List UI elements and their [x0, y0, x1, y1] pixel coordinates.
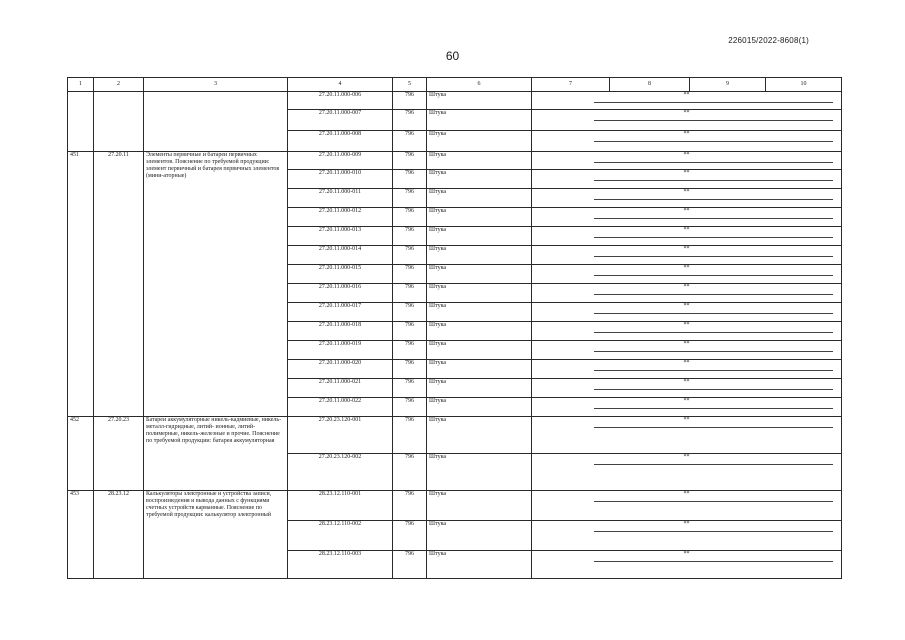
unit-code: 796: [393, 303, 427, 322]
row-number: 451: [68, 152, 94, 417]
mark-text: **: [683, 189, 690, 195]
table-row: [68, 417, 842, 454]
column-header: 6: [427, 78, 532, 92]
ktru-code: 27.20.11.000-009: [288, 152, 393, 170]
unit-code: 796: [393, 246, 427, 265]
unit-name: Штука: [427, 341, 532, 360]
ktru-code: 28.23.12.110-002: [288, 521, 393, 551]
column-header: 3: [144, 78, 288, 92]
product-name: Батареи аккумуляторные никель-кадмиевые, никель- металл-гидридные, литий- ионные, литий-полимерные, никель-железные и прочие. Пояснение по требуемой продукции: батарея аккумуляторная: [144, 417, 288, 491]
underline-divider: [594, 294, 833, 295]
mark-text: **: [683, 110, 690, 116]
column-header: 9: [690, 78, 766, 92]
ktru-code: 27.20.11.000-010: [288, 170, 393, 189]
characteristics-mark: [532, 341, 842, 360]
unit-name: Штука: [427, 379, 532, 398]
ktru-code: 27.20.11.000-021: [288, 379, 393, 398]
mark-text: **: [683, 265, 690, 271]
unit-code: 796: [393, 208, 427, 227]
ktru-code: 27.20.11.000-011: [288, 189, 393, 208]
unit-name: Штука: [427, 284, 532, 303]
underline-divider: [594, 199, 833, 200]
mark-text: **: [683, 208, 690, 214]
underline-divider: [594, 332, 833, 333]
ktru-code: 27.20.11.000-016: [288, 284, 393, 303]
ktru-code: 27.20.11.000-019: [288, 341, 393, 360]
table-row: [68, 152, 842, 170]
characteristics-mark: [532, 227, 842, 246]
unit-name: Штука: [427, 551, 532, 579]
mark-text: **: [683, 227, 690, 233]
ktru-code: 27.20.11.000-014: [288, 246, 393, 265]
unit-name: Штука: [427, 131, 532, 152]
unit-code: 796: [393, 417, 427, 454]
column-header: 1: [68, 78, 94, 92]
unit-name: Штука: [427, 265, 532, 284]
characteristics-mark: [532, 189, 842, 208]
mark-text: **: [683, 303, 690, 309]
mark-text: **: [683, 131, 690, 137]
column-header: 5: [393, 78, 427, 92]
characteristics-mark: [532, 379, 842, 398]
unit-name: Штука: [427, 208, 532, 227]
unit-code: 796: [393, 189, 427, 208]
ktru-code: 28.23.12.110-001: [288, 491, 393, 521]
unit-code: 796: [393, 491, 427, 521]
mark-text: **: [683, 152, 690, 158]
ktru-code: 27.20.11.000-013: [288, 227, 393, 246]
unit-code: 796: [393, 131, 427, 152]
row-number: 452: [68, 417, 94, 491]
characteristics-mark: [532, 551, 842, 579]
unit-name: Штука: [427, 189, 532, 208]
unit-name: Штука: [427, 322, 532, 341]
page-number: 60: [445, 49, 460, 63]
underline-divider: [594, 408, 833, 409]
unit-name: Штука: [427, 303, 532, 322]
characteristics-mark: [532, 110, 842, 131]
characteristics-mark: [532, 284, 842, 303]
row-number: [68, 92, 94, 152]
unit-name: Штука: [427, 417, 532, 454]
unit-name: Штука: [427, 360, 532, 379]
characteristics-mark: [532, 417, 842, 454]
characteristics-mark: [532, 208, 842, 227]
mark-text: **: [683, 246, 690, 252]
mark-text: **: [683, 92, 690, 98]
unit-name: Штука: [427, 110, 532, 131]
characteristics-mark: [532, 92, 842, 110]
okpd-code: 28.23.12: [94, 491, 144, 579]
characteristics-mark: [532, 360, 842, 379]
column-header: 2: [94, 78, 144, 92]
mark-text: **: [683, 417, 690, 423]
characteristics-mark: [532, 131, 842, 152]
unit-name: Штука: [427, 92, 532, 110]
okpd-code: [94, 92, 144, 152]
unit-name: Штука: [427, 454, 532, 491]
ktru-code: 28.23.12.110-003: [288, 551, 393, 579]
mark-text: **: [683, 284, 690, 290]
ktru-code: 27.20.11.000-020: [288, 360, 393, 379]
ktru-code: 27.20.11.000-017: [288, 303, 393, 322]
underline-divider: [594, 120, 833, 121]
mark-text: **: [683, 521, 690, 527]
ktru-code: 27.20.11.000-018: [288, 322, 393, 341]
characteristics-mark: [532, 152, 842, 170]
registry-table: [67, 77, 842, 579]
underline-divider: [594, 218, 833, 219]
unit-code: 796: [393, 170, 427, 189]
row-number: 453: [68, 491, 94, 579]
mark-text: **: [683, 551, 690, 557]
column-header: 4: [288, 78, 393, 92]
table-row: [68, 491, 842, 521]
characteristics-mark: [532, 454, 842, 491]
unit-code: 796: [393, 341, 427, 360]
ktru-code: 27.20.11.000-022: [288, 398, 393, 417]
unit-code: 796: [393, 398, 427, 417]
ktru-code: 27.20.11.000-015: [288, 265, 393, 284]
mark-text: **: [683, 170, 690, 176]
ktru-code: 27.20.23.120-001: [288, 417, 393, 454]
underline-divider: [594, 531, 833, 532]
product-name: Элементы первичные и батареи первичных элементов. Пояснение по требуемой продукции: элемент первичный и батарея первичных элементов (мини-аторные): [144, 152, 288, 417]
characteristics-mark: [532, 265, 842, 284]
underline-divider: [594, 464, 833, 465]
characteristics-mark: [532, 246, 842, 265]
mark-text: **: [683, 379, 690, 385]
unit-code: 796: [393, 92, 427, 110]
unit-name: Штука: [427, 170, 532, 189]
characteristics-mark: [532, 170, 842, 189]
table-header-row: [68, 78, 842, 92]
unit-code: 796: [393, 227, 427, 246]
unit-code: 796: [393, 322, 427, 341]
underline-divider: [594, 427, 833, 428]
mark-text: **: [683, 454, 690, 460]
characteristics-mark: [532, 322, 842, 341]
characteristics-mark: [532, 303, 842, 322]
unit-code: 796: [393, 454, 427, 491]
mark-text: **: [683, 322, 690, 328]
underline-divider: [594, 351, 833, 352]
underline-divider: [594, 501, 833, 502]
mark-text: **: [683, 398, 690, 404]
product-name: [144, 92, 288, 152]
ktru-code: 27.20.11.000-008: [288, 131, 393, 152]
unit-code: 796: [393, 110, 427, 131]
characteristics-mark: [532, 398, 842, 417]
unit-name: Штука: [427, 398, 532, 417]
unit-name: Штука: [427, 152, 532, 170]
unit-code: 796: [393, 551, 427, 579]
table-row: [68, 92, 842, 110]
underline-divider: [594, 370, 833, 371]
underline-divider: [594, 389, 833, 390]
unit-code: 796: [393, 265, 427, 284]
underline-divider: [594, 275, 833, 276]
okpd-code: 27.20.11: [94, 152, 144, 417]
column-header: 8: [610, 78, 690, 92]
underline-divider: [594, 162, 833, 163]
unit-name: Штука: [427, 227, 532, 246]
ktru-code: 27.20.11.000-012: [288, 208, 393, 227]
underline-divider: [594, 561, 833, 562]
unit-code: 796: [393, 521, 427, 551]
column-header: 10: [766, 78, 842, 92]
unit-code: 796: [393, 379, 427, 398]
mark-text: **: [683, 491, 690, 497]
product-name: Калькуляторы электронные и устройства записи, воспроизведения и вывода данных с функциями счетных устройств карманные. Пояснение по требуемой продукции: калькулятор электронный: [144, 491, 288, 579]
underline-divider: [594, 256, 833, 257]
document-id: 226015/2022-8608(1): [728, 36, 809, 45]
characteristics-mark: [532, 521, 842, 551]
column-header: 7: [532, 78, 610, 92]
unit-name: Штука: [427, 491, 532, 521]
unit-name: Штука: [427, 246, 532, 265]
unit-name: Штука: [427, 521, 532, 551]
ktru-code: 27.20.11.000-006: [288, 92, 393, 110]
ktru-code: 27.20.23.120-002: [288, 454, 393, 491]
underline-divider: [594, 102, 833, 103]
mark-text: **: [683, 360, 690, 366]
ktru-code: 27.20.11.000-007: [288, 110, 393, 131]
mark-text: **: [683, 341, 690, 347]
underline-divider: [594, 180, 833, 181]
underline-divider: [594, 313, 833, 314]
underline-divider: [594, 141, 833, 142]
unit-code: 796: [393, 152, 427, 170]
unit-code: 796: [393, 360, 427, 379]
characteristics-mark: [532, 491, 842, 521]
unit-code: 796: [393, 284, 427, 303]
okpd-code: 27.20.23: [94, 417, 144, 491]
underline-divider: [594, 237, 833, 238]
